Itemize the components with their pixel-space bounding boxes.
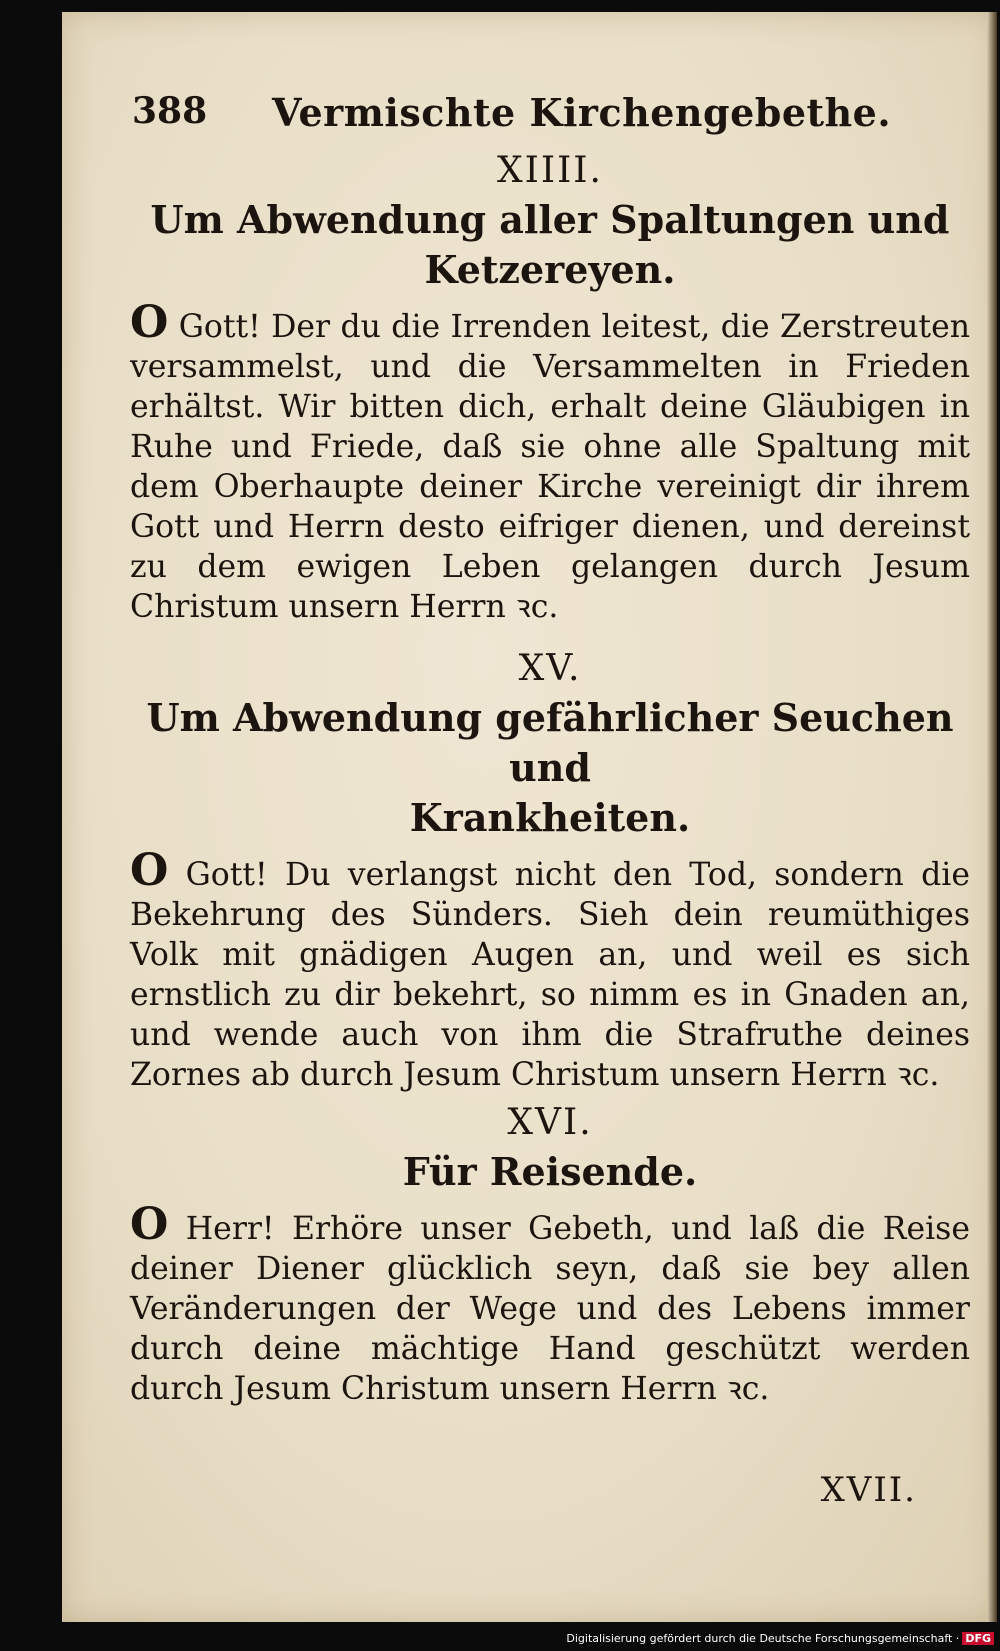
- section-heading-line2: Ketzereyen.: [424, 247, 676, 292]
- page-number: 388: [132, 90, 208, 132]
- section-heading-line2: Krankheiten.: [409, 795, 691, 840]
- section-numeral: XVI.: [507, 1102, 593, 1143]
- initial-letter: O: [130, 845, 169, 896]
- prayer-section-14: [130, 150, 970, 627]
- initial-letter: O: [130, 1199, 169, 1250]
- page-edge: [987, 12, 997, 1622]
- section-heading-line1: Um Abwendung aller Spaltungen und: [150, 197, 950, 242]
- running-head: Vermischte Kirchengebethe.: [272, 90, 892, 135]
- prayer-body: Herr! Erhöre unser Gebeth, und laß die Reise deiner Diener glücklich seyn, daß sie bey allen Veränderungen der Wege und des Lebens immer durch deine mächtige Hand geschützt werden durch Jesum Christum unsern Herrn ꝛc.: [130, 1211, 970, 1407]
- section-numeral: XIIII.: [497, 150, 603, 191]
- section-heading: [130, 693, 970, 843]
- dfg-logo: DFG: [962, 1632, 994, 1645]
- prayer-section-16: [130, 1102, 970, 1409]
- section-heading-line1: Für Reisende.: [402, 1149, 698, 1194]
- section-heading: [130, 1147, 970, 1197]
- section-numeral: XV.: [518, 648, 582, 689]
- section-heading: [130, 195, 970, 295]
- prayer-section-15: [130, 648, 970, 1095]
- digitization-credit: [566, 1632, 994, 1645]
- book-page: [62, 12, 997, 1622]
- prayer-body: Gott! Du verlangst nicht den Tod, sondern die Bekehrung des Sünders. Sieh dein reumüthiges Volk mit gnädigen Augen an, und weil es sich ernstlich zu dir bekehrt, so nimm es in Gnaden an, und wende auch von ihm die Strafruthe deines Zornes ab durch Jesum Christum unsern Herrn ꝛc.: [130, 857, 970, 1093]
- page-header: [132, 90, 927, 140]
- section-heading-line1: Um Abwendung gefährlicher Seuchen und: [146, 695, 954, 790]
- prayer-text: [130, 1199, 970, 1409]
- credit-text: Digitalisierung gefördert durch die Deutsche Forschungsgemeinschaft ·: [566, 1632, 960, 1645]
- prayer-text: [130, 845, 970, 1095]
- initial-letter: O: [130, 297, 169, 348]
- prayer-text: [130, 297, 970, 627]
- catchword: XVII.: [820, 1470, 917, 1510]
- prayer-body: Gott! Der du die Irrenden leitest, die Zerstreuten versammelst, und die Versammelten in Frieden erhältst. Wir bitten dich, erhalt deine Gläubigen in Ruhe und Friede, daß sie ohne alle Spaltung mit dem Oberhaupte deiner Kirche vereinigt dir ihrem Gott und Herrn desto eifriger dienen, und dereinst zu dem ewigen Leben gelangen durch Jesum Christum unsern Herrn ꝛc.: [130, 309, 970, 625]
